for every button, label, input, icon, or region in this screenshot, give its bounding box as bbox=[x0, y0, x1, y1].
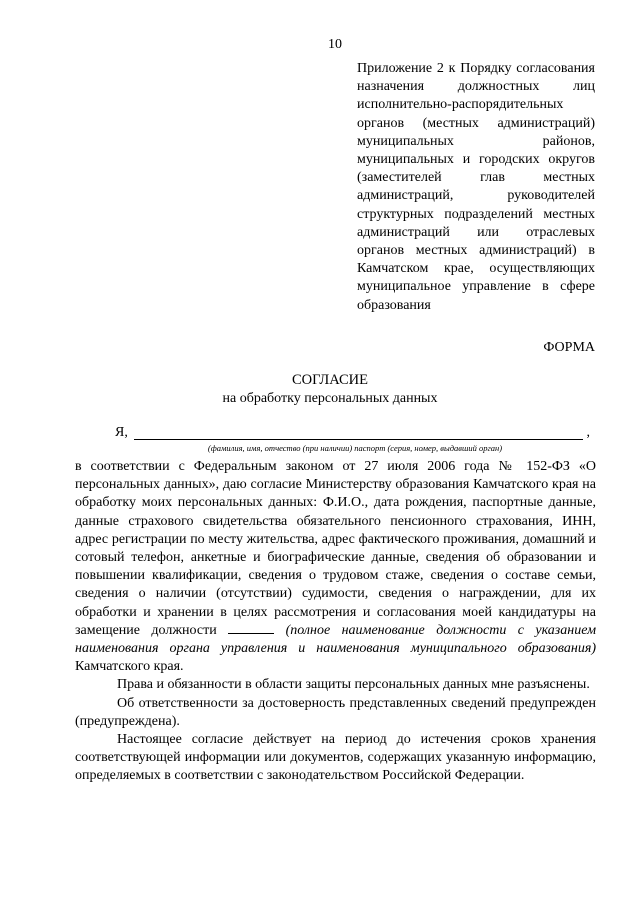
paragraph-rights: Права и обязанности в области защиты персональных данных мне разъяснены. bbox=[117, 677, 590, 693]
name-line-prefix: Я, bbox=[115, 425, 128, 440]
document-subtitle: на обработку персональных данных bbox=[222, 391, 438, 406]
name-hint: (фамилия, имя, отчество (при наличии) паспорт (серия, номер, выдавший орган) bbox=[207, 443, 503, 453]
paragraph-consent-text: в соответствии с Федеральным законом от 27 июля 2006 года № 152-ФЗ «О персональных данных», даю согласие Министерству образования Камчатского края на обработку моих персональных данных: Ф.И.О., дата рождения, паспортные данные, данные страхового свидетельства обязательного пенсионного страхования, ИНН, адрес регистрации по месту жительства, адрес фактического проживания, домашний и сотовый телефон, анкетные и биографические данные, сведения об образовании и повышении квалификации, сведения о трудовом стаже, сведения о составе семьи, сведения о наличии (отсутствии) судимости, сведения о награждении, для их обработки и хранении в целях рассмотрения и согласования моей кандидатуры на замещение должности bbox=[75, 459, 596, 638]
name-fill-line[interactable] bbox=[134, 439, 583, 440]
paragraph-validity: Настоящее согласие действует на период до истечения сроков хранения соответствующей информации или документов, содержащих указанную информацию, определяемых в соответствии с законодательством Российской Федерации. bbox=[75, 732, 596, 784]
document-title: СОГЛАСИЕ bbox=[291, 372, 369, 388]
form-label: ФОРМА bbox=[543, 340, 595, 355]
name-line bbox=[115, 425, 590, 443]
paragraph-consent bbox=[75, 458, 596, 676]
position-hint: (полное наименование должности с указанием наименования органа управления и наименования муниципального образования) bbox=[75, 622, 597, 657]
paragraph-consent-end: Камчатского края. bbox=[75, 659, 184, 675]
name-line-suffix: , bbox=[586, 425, 590, 440]
paragraph-responsibility: Об ответственности за достоверность представленных сведений предупрежден (предупреждена). bbox=[75, 695, 596, 729]
appendix-note: Приложение 2 к Порядку согласования назначения должностных лиц исполнительно-распорядительных органов (местных администраций) муниципальных районов, муниципальных и городских округов (заместителей глав местных администраций, руководителей структурных подразделений местных администраций или отраслевых органов местных администраций) в Камчатском крае, осуществляющих муниципальное управление в сфере образования bbox=[357, 61, 595, 313]
consent-body bbox=[75, 458, 596, 786]
position-blank[interactable] bbox=[228, 622, 274, 634]
page-number: 10 bbox=[328, 37, 342, 52]
